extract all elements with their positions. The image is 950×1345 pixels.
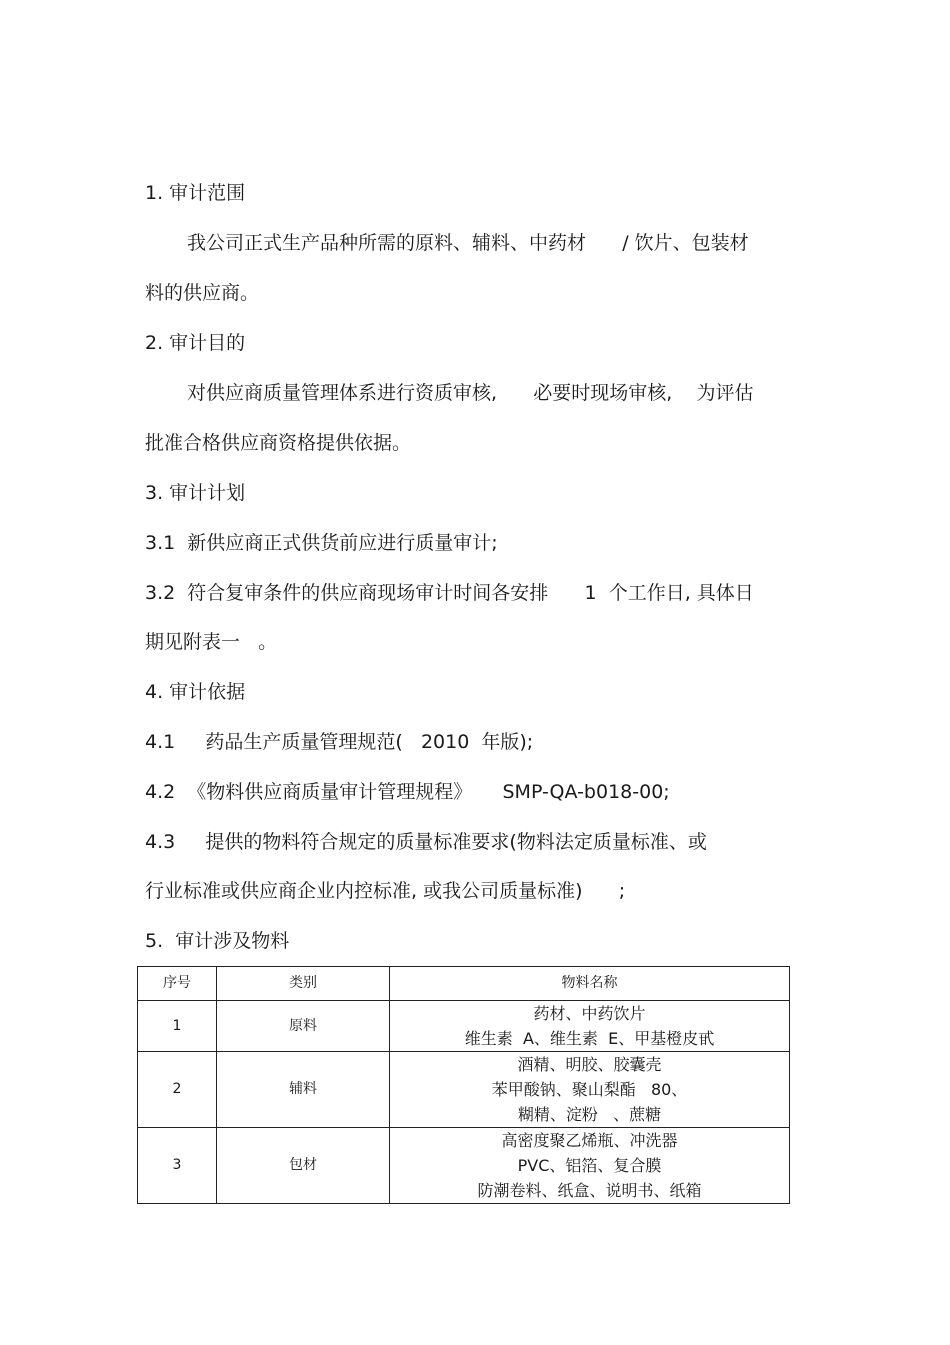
table-row [138,1128,790,1204]
table-row [138,1001,790,1052]
material-name-line: 维生素 A、维生素 E、甲基橙皮甙 [464,1029,715,1048]
row-category: 原料 [217,1001,390,1052]
plan-item-3-1: 3.1 新供应商正式供货前应进行质量审计; [145,532,498,554]
materials-table [137,966,790,1204]
basis-item-4-3-line-2: 行业标准或供应商企业内控标准, 或我公司质量标准) ; [145,880,626,902]
section-heading-plan: 3. 审计计划 [145,482,246,504]
scope-text-line-1: 我公司正式生产品种所需的原料、辅料、中药材 / 饮片、包装材 [187,232,749,254]
material-name-line: 防潮卷料、纸盒、说明书、纸箱 [477,1181,702,1200]
row-no: 2 [138,1052,217,1128]
row-category: 辅料 [217,1052,390,1128]
material-name-line: 药材、中药饮片 [533,1004,646,1023]
purpose-text-line-1: 对供应商质量管理体系进行资质审核, 必要时现场审核, 为评估 [187,382,754,404]
material-name-line: PVC、铝箔、复合膜 [517,1156,662,1175]
row-material-names [390,1001,790,1052]
material-name-line: 苯甲酸钠、聚山梨酯 80、 [491,1080,688,1099]
plan-item-3-2-line-2: 期见附表一 。 [145,631,278,653]
table-header-row [138,967,790,1001]
basis-item-4-2: 4.2 《物料供应商质量审计管理规程》 SMP-QA-b018-00; [145,781,670,803]
section-heading-scope: 1. 审计范围 [145,182,246,204]
row-no: 3 [138,1128,217,1204]
header-no: 序号 [138,967,217,1001]
material-name-line: 糊精、淀粉 、蔗糖 [517,1105,662,1124]
header-material-names: 物料名称 [390,967,790,1001]
material-name-line: 高密度聚乙烯瓶、冲洗器 [501,1131,678,1150]
section-heading-purpose: 2. 审计目的 [145,332,246,354]
scope-text-line-2: 料的供应商。 [145,282,260,304]
row-category: 包材 [217,1128,390,1204]
row-no: 1 [138,1001,217,1052]
row-material-names [390,1052,790,1128]
basis-item-4-3-line-1: 4.3 提供的物料符合规定的质量标准要求(物料法定质量标准、或 [145,831,707,853]
row-material-names [390,1128,790,1204]
basis-item-4-1: 4.1 药品生产质量管理规范( 2010 年版); [145,731,534,753]
purpose-text-line-2: 批准合格供应商资格提供依据。 [145,432,412,454]
plan-item-3-2-line-1: 3.2 符合复审条件的供应商现场审计时间各安排 1 个工作日, 具体日 [145,582,754,604]
section-heading-materials: 5. 审计涉及物料 [145,930,290,952]
section-heading-basis: 4. 审计依据 [145,681,246,703]
header-category: 类别 [217,967,390,1001]
material-name-line: 酒精、明胶、胶囊壳 [517,1055,662,1074]
table-row [138,1052,790,1128]
